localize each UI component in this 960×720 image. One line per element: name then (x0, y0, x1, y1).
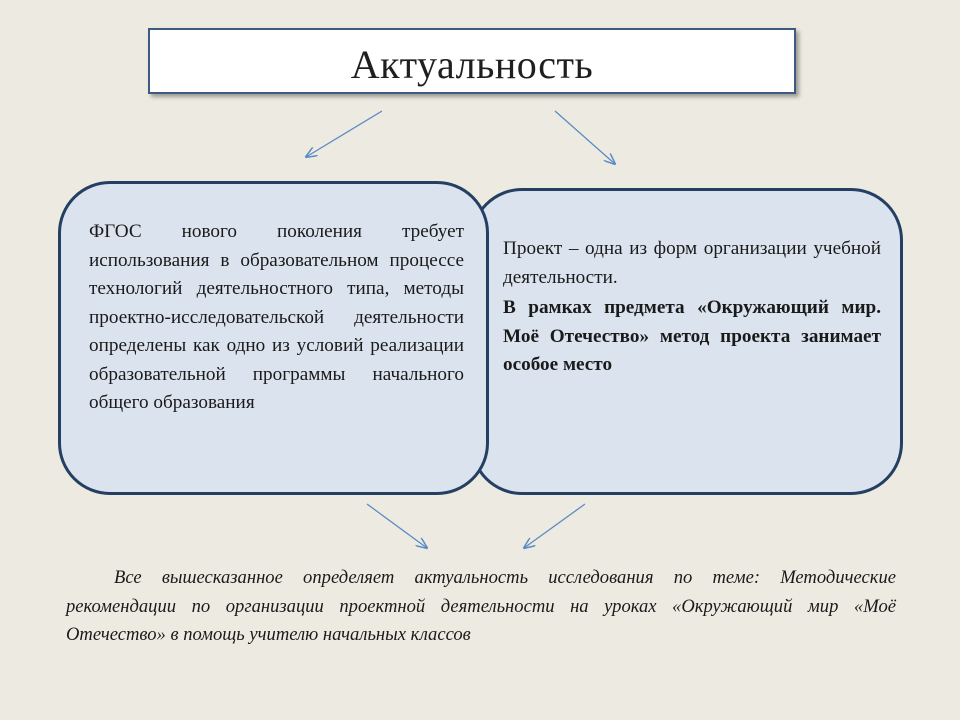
arrow-title-to-right (555, 111, 615, 164)
slide-title: Актуальность (350, 41, 594, 87)
right-box (470, 188, 903, 495)
arrow-right-to-conclusion (524, 504, 585, 548)
arrow-left-to-conclusion (367, 504, 427, 548)
right-box-highlight: В рамках предмета «Окружающий мир. Моё Отечество» метод проекта занимает особое место (503, 297, 881, 375)
left-box-text: ФГОС нового поколения требует использования в образовательном процессе технологий деятельностного типа, методы проектно-исследовательской деятельности определены как одно из условий реализации образовательной программы начального общего образования (89, 221, 464, 413)
left-box (58, 181, 489, 495)
right-box-intro: Проект – одна из форм организации учебной деятельности. (503, 238, 881, 288)
conclusion-text: Все вышесказанное определяет актуальность исследования по теме: Методические рекомендации по организации проектной деятельности на уроках «Окружающий мир «Моё Отечество» в помощь учителю начальных классов (66, 567, 896, 645)
arrow-title-to-left (306, 111, 382, 157)
right-box-text (503, 235, 881, 380)
